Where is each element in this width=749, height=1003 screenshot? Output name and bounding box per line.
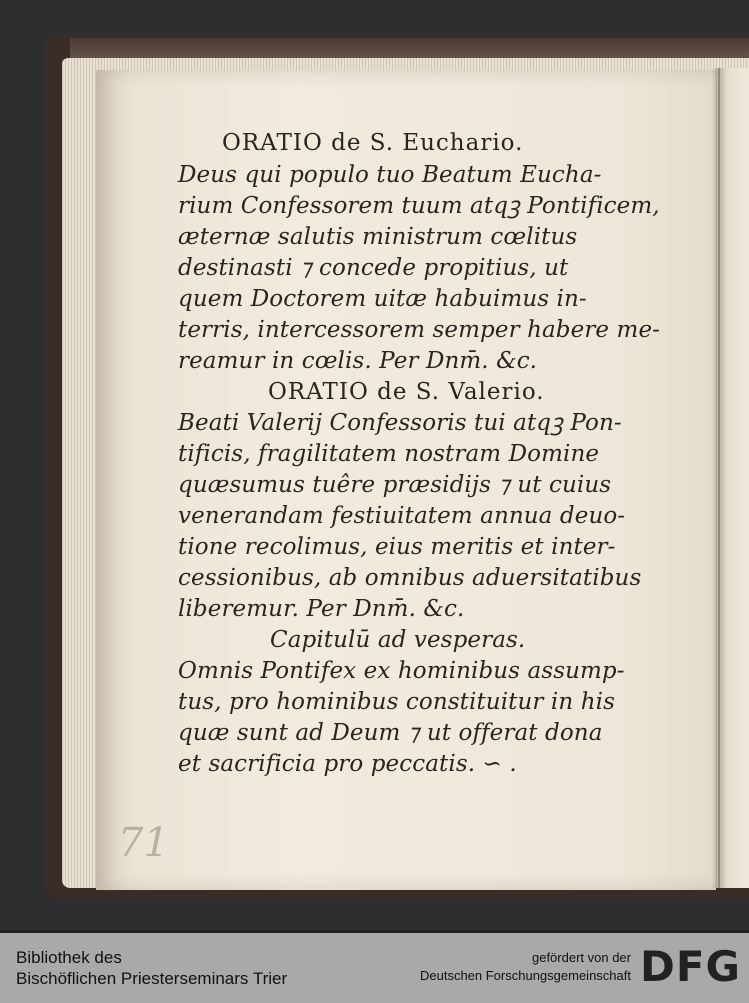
text-line: destinasti ⁊ concede propitius, ut [178,255,569,281]
facing-page-edge [718,68,749,888]
library-line-1: Bibliothek des [16,948,122,967]
footer-bar [0,930,749,1003]
text-line: Deus qui populo tuo Beatum Eucha- [178,162,602,188]
library-name [16,947,287,989]
heading-capitulum: Capitulū ad vesperas. [270,627,526,653]
funding-note [420,949,631,985]
library-line-2: Bischöflichen Priesterseminars Trier [16,969,288,988]
text-line: Beati Valerij Confessoris tui atqꝫ Pon- [178,410,622,436]
text-line: terris, intercessorem semper habere me- [178,317,661,343]
text-line: quæ sunt ad Deum ⁊ ut offerat dona [178,720,603,746]
funding-line-1: gefördert von der [531,950,631,965]
text-line: quæsumus tuêre præsidijs ⁊ ut cuius [178,472,612,498]
text-line: tione recolimus, eius meritis et inter- [178,534,616,560]
text-line: venerandam festiuitatem annua deuo- [178,503,626,529]
text-line: Omnis Pontifex ex hominibus assump- [178,658,625,684]
text-line: tificis, fragilitatem nostram Domine [178,441,600,467]
text-line: cessionibus, ab omnibus aduersitatibus [178,565,642,591]
funding-line-2: Deutschen Forschungsgemeinschaft [419,968,631,983]
text-line: rium Confessorem tuum atqꝫ Pontificem, [178,193,660,219]
text-line: liberemur. Per Dnm̄. &c. [178,596,465,622]
dfg-logo: DFG [640,942,742,991]
heading-oratio-valerio: ORATIO de S. Valerio. [268,379,545,405]
pencil-folio-mark: 71 [118,820,169,866]
text-line: reamur in cœlis. Per Dnm̄. &c. [178,348,538,374]
text-line: tus, pro hominibus constituitur in his [178,689,615,715]
text-line: et sacrificia pro peccatis. ∽ . [178,751,517,777]
text-line: quem Doctorem uitæ habuimus in- [178,286,587,312]
gutter-shadow [712,68,720,888]
text-line: æternæ salutis ministrum cœlitus [178,224,578,250]
heading-oratio-euchario: ORATIO de S. Euchario. [222,130,524,156]
